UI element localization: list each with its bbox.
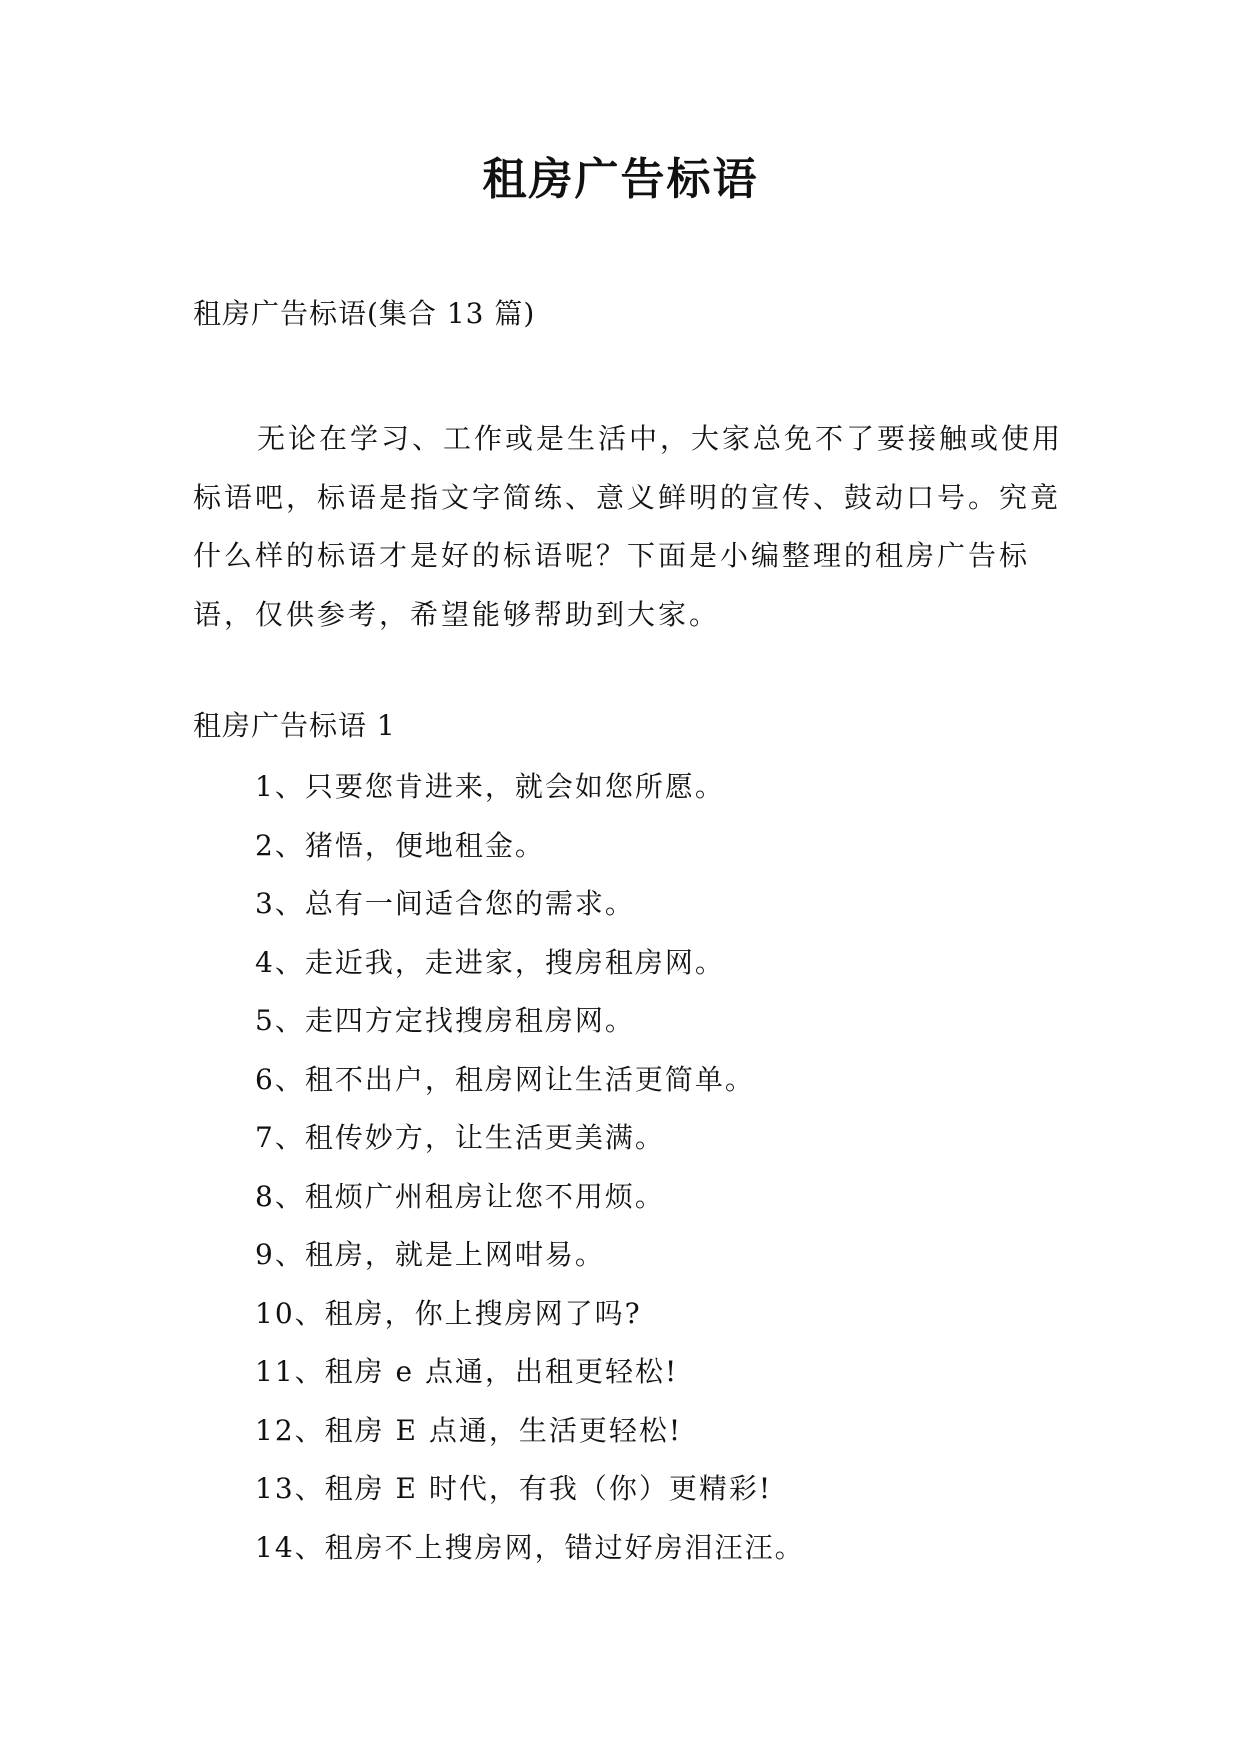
- list-item: 3、总有一间适合您的需求。: [255, 887, 635, 920]
- list-item: 9、租房，就是上网咁易。: [255, 1238, 605, 1271]
- list-item: 8、租烦广州租房让您不用烦。: [255, 1179, 665, 1213]
- list-item: 4、走近我，走进家，搜房租房网。: [255, 945, 725, 979]
- list-item: 1、只要您肯进来，就会如您所愿。: [255, 770, 725, 803]
- document-title: 租房广告标语: [482, 154, 759, 205]
- list-item: 5、走四方定找搜房租房网。: [255, 1004, 635, 1037]
- list-item: 12、租房 E 点通，生活更轻松!: [255, 1413, 683, 1447]
- list-item: 14、租房不上搜房网，错过好房泪汪汪。: [255, 1530, 805, 1564]
- section-heading: 租房广告标语 1: [193, 709, 396, 742]
- list-item: 6、租不出户，租房网让生活更简单。: [255, 1062, 755, 1096]
- list-item: 13、租房 E 时代，有我（你）更精彩!: [255, 1472, 773, 1505]
- list-item: 10、租房，你上搜房网了吗?: [255, 1296, 642, 1330]
- slogan-list: [255, 758, 805, 1577]
- list-item: 2、猪悟，便地租金。: [255, 828, 545, 862]
- list-item: 11、租房 e 点通，出租更轻松!: [255, 1355, 679, 1388]
- intro-paragraph: 无论在学习、工作或是生活中，大家总免不了要接触或使用标语吧，标语是指文字简练、意义鲜明的宣传、鼓动口号。究竟什么样的标语才是好的标语呢？下面是小编整理的租房广告标语，仅供参考，希望能够帮助到大家。: [193, 422, 1064, 631]
- list-item: 7、租传妙方，让生活更美满。: [255, 1121, 665, 1154]
- document-subtitle: 租房广告标语(集合 13 篇): [193, 297, 536, 330]
